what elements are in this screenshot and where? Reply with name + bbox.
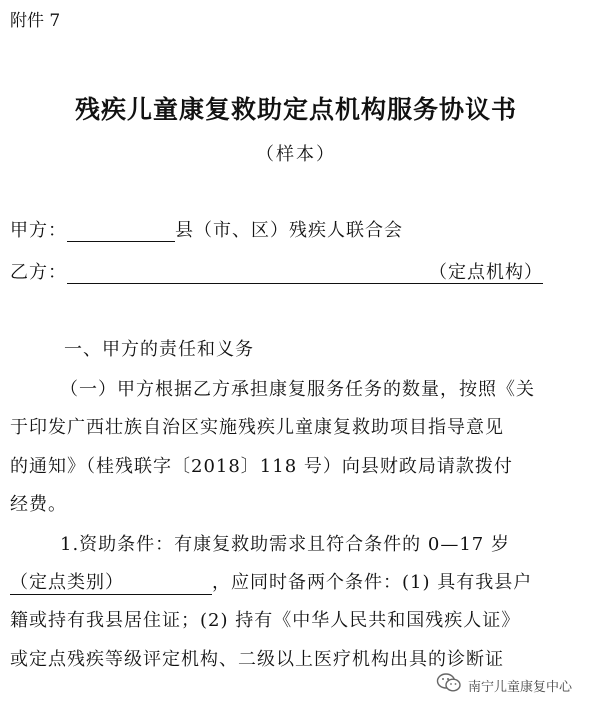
condition-line-3: 籍或持有我县居住证；(2) 持有《中华人民共和国残疾人证》: [10, 610, 521, 631]
condition-line-2: [10, 568, 532, 595]
party-b-label: 乙方：: [10, 262, 67, 283]
party-b-line: [10, 258, 543, 284]
item-1-line-4: 经费。: [10, 494, 67, 515]
party-a-label: 甲方：: [10, 220, 67, 241]
condition-line-2-rest: ，应同时备两个条件：(1) 具有我县户: [212, 572, 533, 593]
party-a-suffix: 县（市、区）残疾人联合会: [175, 220, 403, 241]
party-a-line: [10, 216, 403, 242]
item-1-line-3: 的通知》（桂残联字〔2018〕118 号）向县财政局请款拨付: [10, 456, 513, 477]
party-b-blank: [67, 263, 429, 284]
category-blank: （定点类别）: [10, 568, 212, 595]
item-1-line-2: 于印发广西壮族自治区实施残疾儿童康复救助项目指导意见: [10, 417, 504, 438]
item-1-line-1: （一）甲方根据乙方承担康复服务任务的数量，按照《关: [60, 379, 535, 400]
document-title: 残疾儿童康复救助定点机构服务协议书: [74, 95, 517, 124]
watermark-text: 南宁儿童康复中心: [468, 680, 573, 695]
party-b-suffix: （定点机构）: [429, 262, 543, 283]
section-1-heading: 一、甲方的责任和义务: [64, 339, 254, 360]
annex-label: 附件 7: [10, 11, 61, 31]
condition-line-1: 1.资助条件：有康复救助需求且符合条件的 0—17 岁: [60, 534, 510, 555]
document-subtitle: （样本）: [256, 144, 336, 165]
party-a-blank: [67, 221, 175, 242]
condition-line-4: 或定点残疾等级评定机构、二级以上医疗机构出具的诊断证: [10, 649, 504, 670]
wechat-icon: [436, 672, 462, 694]
